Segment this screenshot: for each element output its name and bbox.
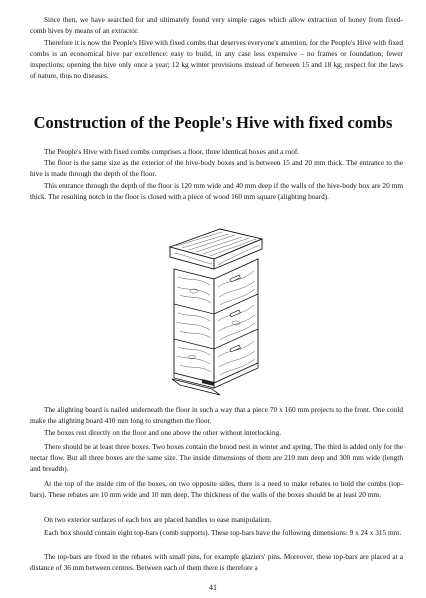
- hive-body-front: [174, 269, 214, 383]
- lower-paragraph-2: The boxes rest directly on the floor and one above the other without interlocking.: [44, 428, 282, 437]
- lower-paragraph-3: There should be at least three boxes. Two boxes contain the brood nest in winter and spring. The third is added only for the nectar flow. But all three boxes are the same size. The inside dimensions of them are 210 mm deep and 300 mm wide (length and breadth).: [30, 442, 403, 473]
- lower-paragraph-4: At the top of the inside rim of the boxes, on two opposite sides, there is a need to make rebates to hold the combs (top-bars). These rebates are 10 mm wide and 10 mm deep. The thickness of the walls of the boxes should be at least 20 mm.: [30, 479, 403, 499]
- intro-paragraph-1: Since then, we have searched for and ultimately found very simple cages which allow extraction of honey from fixed-comb hives by means of an extractor.: [30, 15, 403, 35]
- lower-paragraph-5: On two exterior surfaces of each box are placed handles to ease manipulation.: [44, 515, 272, 524]
- lower-paragraph-1: The alighting board is nailed underneath the floor in such a way that a piece 70 x 160 mm projects to the front. One could make the alighting board 410 mm long to strengthen the floor.: [30, 405, 403, 425]
- section-paragraph-1: The People's Hive with fixed combs comprises a floor, three identical boxes and a roof.: [44, 147, 300, 156]
- section-heading: Construction of the People's Hive with fixed combs: [33, 113, 393, 132]
- intro-paragraph-2: Therefore it is now the People's Hive with fixed combs that deserves everyone's attention, for the People's Hive with fixed combs is an economical hive par excellence: easy to build, in any case less expensive – no frames or foundation; fewer inspections; opening the hive only once a year; 12 kg winter provisions instead of between 15 and 18 kg; respect for the laws of nature, thus no diseases.: [30, 38, 403, 80]
- section-paragraph-2: The floor is the same size as the exterior of the hive-body boxes and is between 15 and 20 mm thick. The entrance to the hive is made through the depth of the floor.: [30, 158, 403, 178]
- lower-paragraph-6: Each box should contain eight top-bars (comb supports). These top-bars have the following dimensions: 9 x 24 x 315 mm.: [44, 528, 402, 537]
- lower-paragraph-7: The top-bars are fixed in the rebates with small pins, for example glaziers' pins. Moreover, these top-bars are placed at a distance of 36 mm between centres. Between each of them there is therefore a: [30, 552, 403, 572]
- page-number: 41: [209, 583, 217, 592]
- section-paragraph-3: This entrance through the depth of the floor is 120 mm wide and 40 mm deep if the walls of the hive-body box are 20 mm thick. The resulting notch in the floor is closed with a piece of wood 160 mm square (alighting board).: [30, 181, 403, 201]
- hive-illustration: [162, 225, 270, 400]
